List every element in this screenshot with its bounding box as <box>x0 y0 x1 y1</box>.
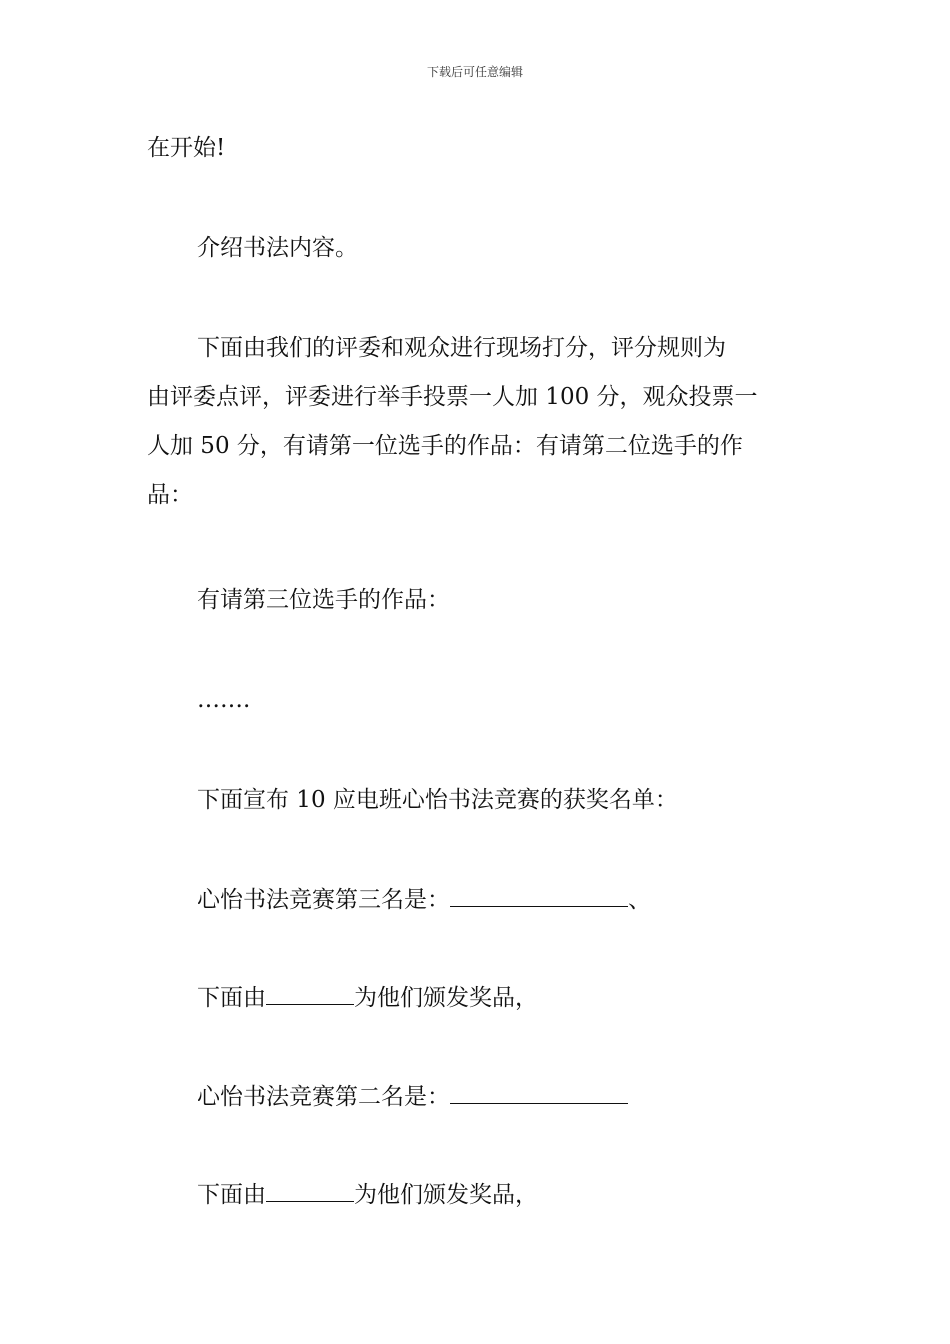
third-place-label: 心怡书法竞赛第三名是： <box>197 887 450 913</box>
paragraph-award-presenter-2 <box>197 1171 807 1220</box>
paragraph-scoring-rules <box>147 324 807 520</box>
scoring-rules-line-1: 下面由我们的评委和观众进行现场打分，评分规则为 <box>197 335 726 361</box>
scoring-rules-line-4: 品： <box>147 482 193 508</box>
paragraph-announce-winners: 下面宣布 10 应电班心怡书法竞赛的获奖名单： <box>197 787 678 813</box>
presenter-2-prefix: 下面由 <box>197 1182 266 1208</box>
presenter-2-suffix: 为他们颁发奖品， <box>354 1182 538 1208</box>
third-place-separator: 、 <box>628 887 651 913</box>
scoring-rules-line-3: 人加 50 分，有请第一位选手的作品：有请第二位选手的作 <box>147 433 743 459</box>
scoring-rules-line-2: 由评委点评，评委进行举手投票一人加 100 分，观众投票一 <box>147 384 758 410</box>
second-place-blank <box>450 1077 628 1104</box>
paragraph-second-place <box>197 1073 807 1122</box>
presenter-1-blank <box>266 978 354 1005</box>
paragraph-third-contestant: 有请第三位选手的作品： <box>197 587 450 613</box>
paragraph-opening: 在开始! <box>147 135 226 161</box>
paragraph-intro: 介绍书法内容。 <box>197 235 358 261</box>
third-place-blank <box>450 880 628 907</box>
paragraph-award-presenter-1 <box>197 974 807 1023</box>
second-place-label: 心怡书法竞赛第二名是： <box>197 1084 450 1110</box>
presenter-1-suffix: 为他们颁发奖品， <box>354 985 538 1011</box>
paragraph-ellipsis: ……. <box>197 687 251 713</box>
presenter-1-prefix: 下面由 <box>197 985 266 1011</box>
paragraph-third-place <box>197 876 807 925</box>
page-header: 下载后可任意编辑 <box>426 65 523 79</box>
presenter-2-blank <box>266 1175 354 1202</box>
